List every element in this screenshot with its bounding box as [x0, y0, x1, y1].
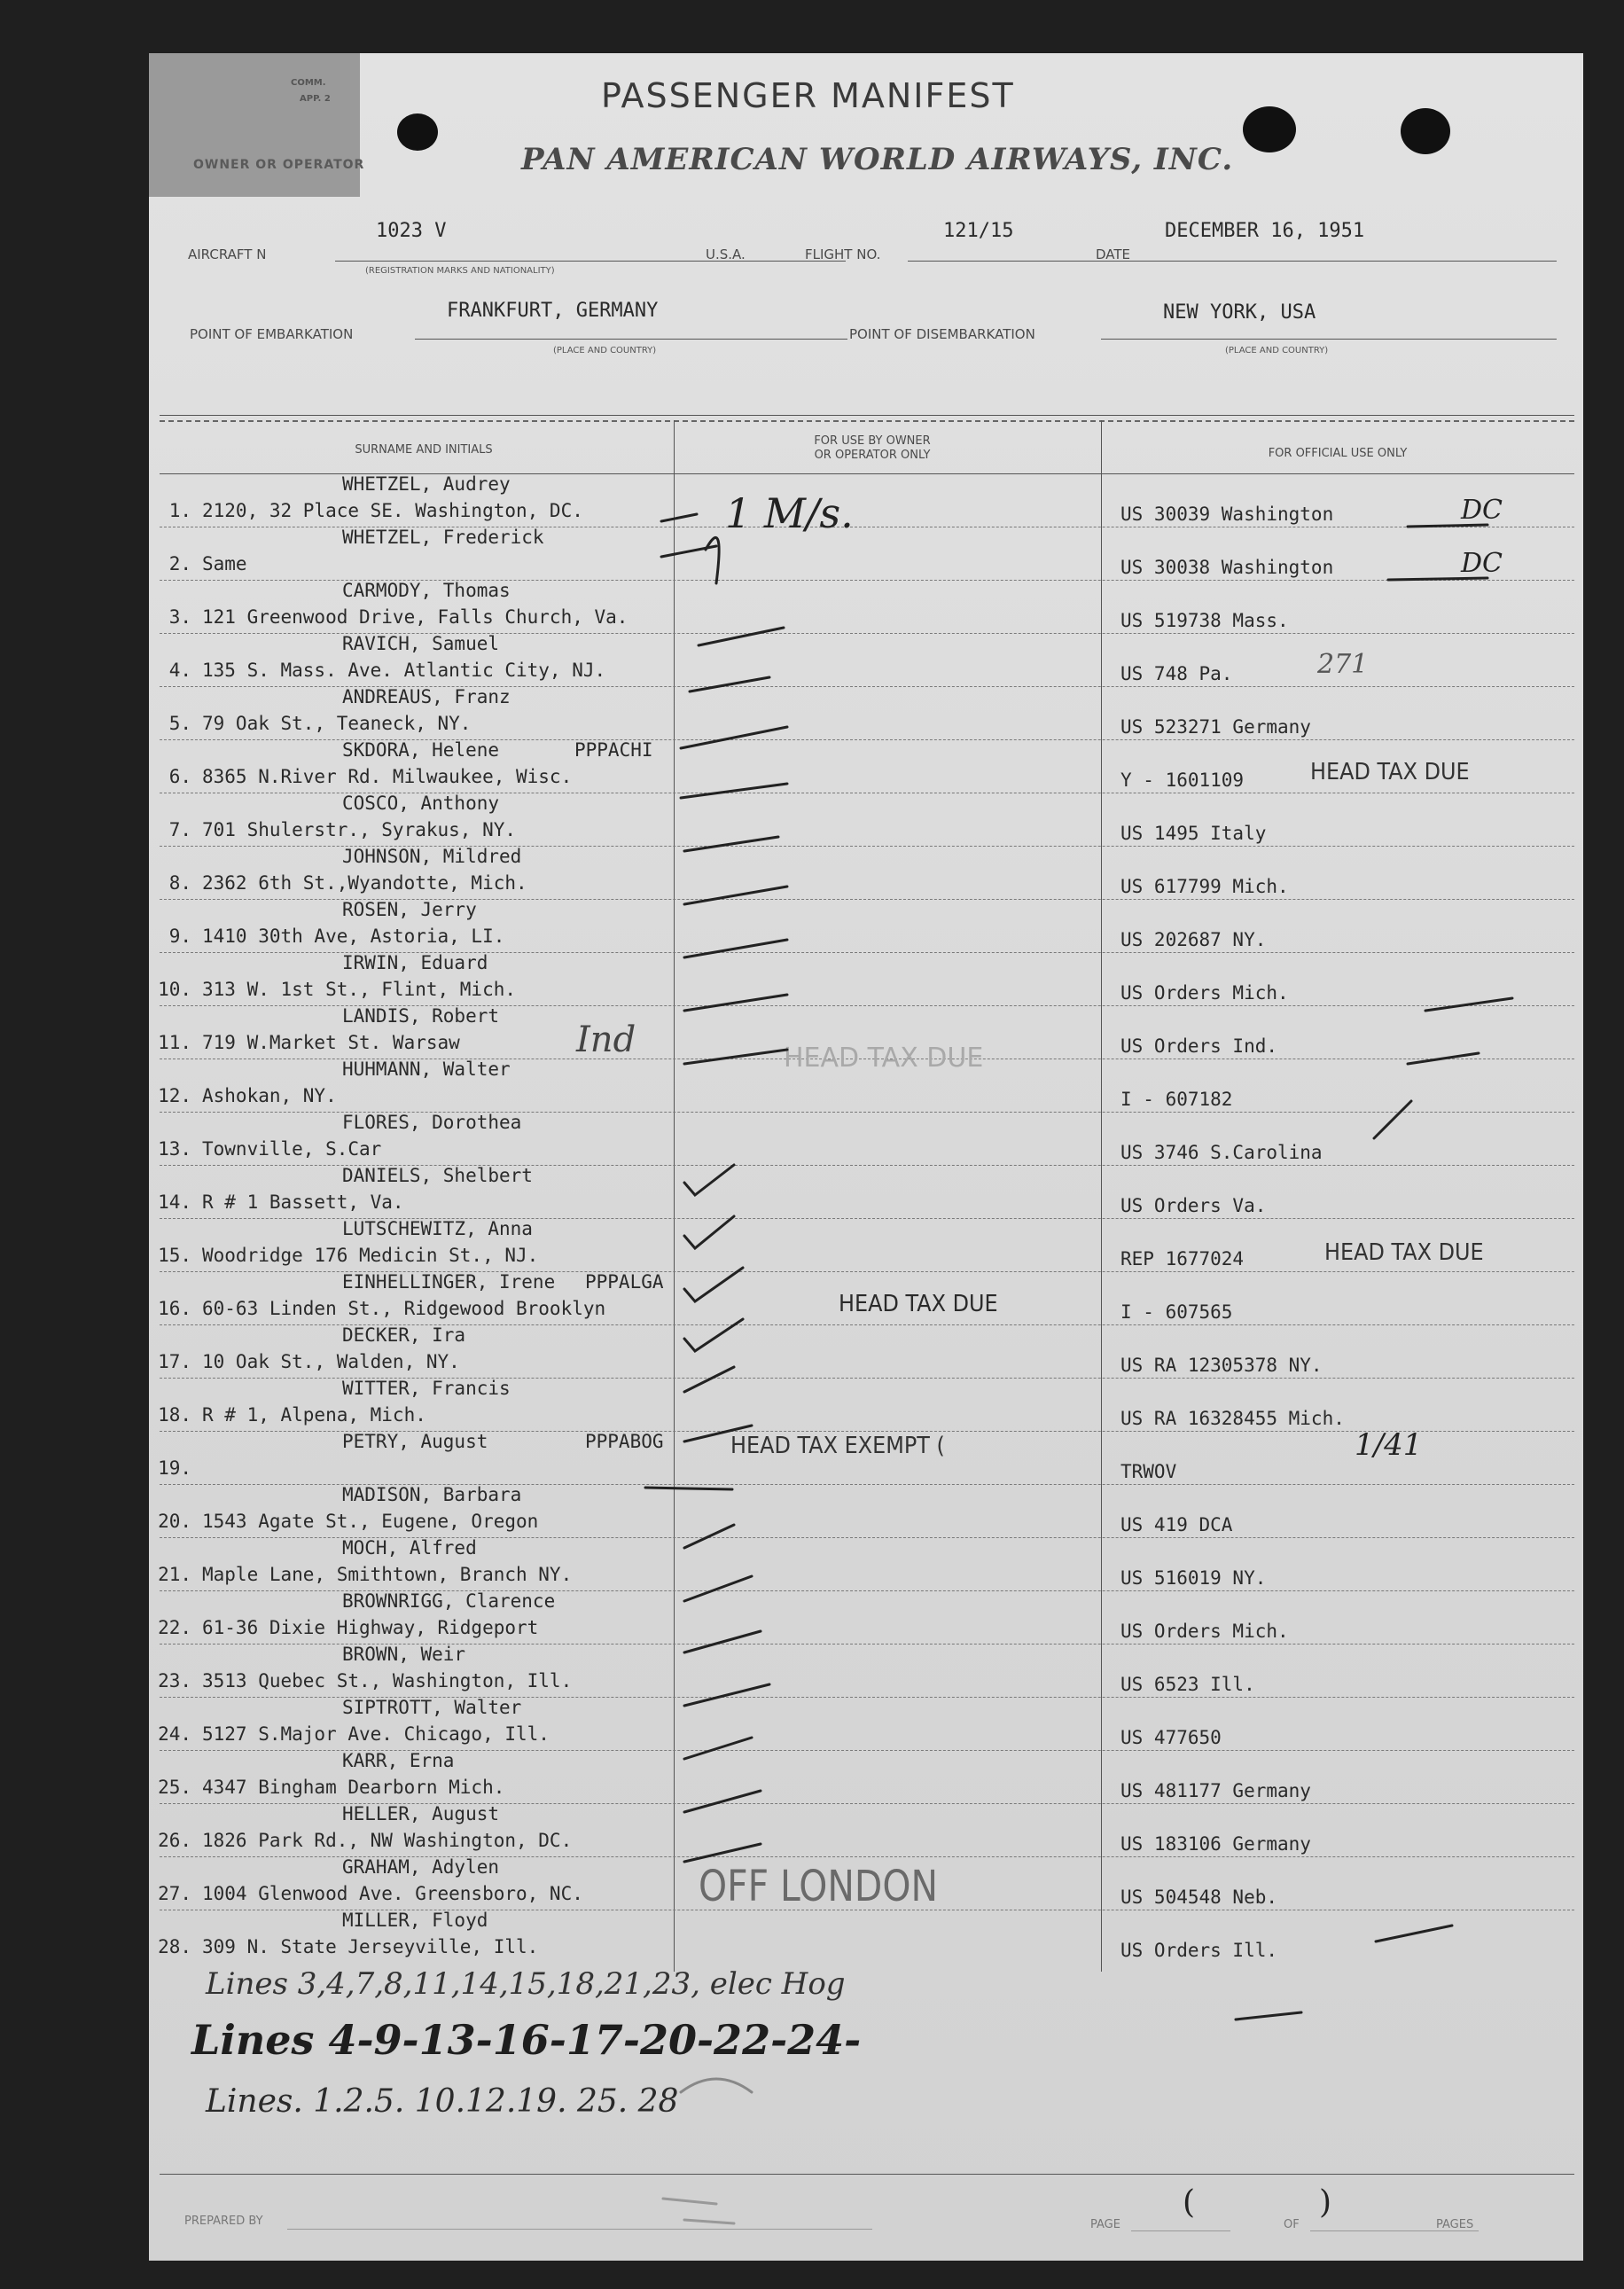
passenger-address: 701 Shulerstr., Syrakus, NY.	[202, 819, 517, 840]
official-entry: US Orders Mich.	[1120, 1621, 1289, 1642]
head-tax-exempt-stamp: HEAD TAX EXEMPT (	[730, 1433, 945, 1459]
checkmark-icon	[684, 887, 787, 904]
passenger-name: HELLER, August	[342, 1803, 500, 1824]
handwritten-dc: DC	[1461, 495, 1503, 526]
pen-stroke	[684, 2220, 734, 2223]
row-number: 25.	[158, 1777, 191, 1798]
row-number: 19.	[158, 1457, 191, 1479]
passenger-address: Townville, S.Car	[202, 1138, 382, 1160]
official-entry: US 30039 Washington	[1120, 504, 1334, 525]
embarkation-note: (PLACE AND COUNTRY)	[553, 346, 657, 355]
row-number: 24.	[158, 1723, 191, 1745]
handwritten-fraction: 1/41	[1355, 1427, 1423, 1463]
page-label: PAGE	[1090, 2218, 1120, 2231]
passenger-name: COSCO, Anthony	[342, 793, 500, 814]
dash-mark	[1388, 578, 1487, 580]
passenger-name: ROSEN, Jerry	[342, 899, 477, 920]
head-tax-due-stamp: HEAD TAX DUE	[839, 1291, 998, 1317]
official-entry: US 748 Pa.	[1120, 663, 1233, 684]
official-entry: US 504548 Neb.	[1120, 1887, 1278, 1908]
checkmark-icon	[699, 628, 784, 645]
official-entry: US RA 12305378 NY.	[1120, 1355, 1323, 1376]
date-label: DATE	[1096, 246, 1131, 262]
handwritten-ind: Ind	[576, 1020, 636, 1060]
checkmark-icon	[684, 1525, 734, 1548]
row-number: 26.	[158, 1830, 191, 1851]
passenger-name: LANDIS, Robert	[342, 1005, 500, 1027]
passenger-address: 2362 6th St.,Wyandotte, Mich.	[202, 872, 527, 894]
official-entry: I - 607182	[1120, 1089, 1233, 1110]
official-entry: US RA 16328455 Mich.	[1120, 1408, 1345, 1429]
row-number: 17.	[158, 1351, 191, 1372]
date-value: DECEMBER 16, 1951	[1165, 220, 1365, 242]
pen-stroke	[663, 2199, 716, 2204]
checkmark-icon	[684, 1791, 761, 1812]
dash-mark	[1376, 1926, 1452, 1941]
passenger-address: R # 1 Bassett, Va.	[202, 1191, 404, 1213]
checkmark-icon	[684, 1631, 761, 1652]
passenger-name: WHETZEL, Frederick	[342, 527, 544, 548]
handwritten-ms: 1 M/s.	[725, 489, 854, 537]
passenger-name: DANIELS, Shelbert	[342, 1165, 533, 1186]
dash-mark	[1425, 998, 1512, 1011]
head-tax-due-faint-stamp: HEAD TAX DUE	[784, 1043, 984, 1074]
official-entry: I - 607565	[1120, 1301, 1233, 1323]
passenger-address: 79 Oak St., Teaneck, NY.	[202, 713, 472, 734]
checkmark-icon	[684, 1319, 743, 1351]
pen-marks	[149, 53, 1583, 2261]
passenger-name: PETRY, August	[342, 1431, 488, 1452]
col-header-owner-2: OR OPERATOR ONLY	[814, 449, 931, 462]
dash-mark	[1408, 1053, 1479, 1064]
checkmark-icon	[684, 1684, 769, 1706]
checkmark-icon	[684, 1165, 734, 1195]
col-header-names: SURNAME AND INITIALS	[355, 443, 493, 457]
passenger-address: Same	[202, 553, 247, 574]
passenger-address: 61-36 Dixie Highway, Ridgeport	[202, 1617, 539, 1638]
checkmark-icon	[661, 546, 716, 557]
checkmark-icon	[684, 837, 778, 851]
airline-name: PAN AMERICAN WORLD AIRWAYS, INC.	[521, 142, 1234, 177]
official-entry: REP 1677024	[1120, 1248, 1245, 1269]
corner-code-2: APP. 2	[300, 94, 331, 104]
embarkation-value: FRANKFURT, GERMANY	[447, 300, 659, 322]
official-entry: US 617799 Mich.	[1120, 876, 1289, 897]
handwritten-271: 271	[1317, 649, 1369, 680]
passport-code: PPPABOG	[585, 1431, 664, 1452]
col-header-owner-1: FOR USE BY OWNER	[814, 434, 931, 448]
row-number: 28.	[158, 1936, 191, 1957]
passenger-address: 309 N. State Jerseyville, Ill.	[202, 1936, 539, 1957]
passenger-address: 135 S. Mass. Ave. Atlantic City, NJ.	[202, 660, 606, 681]
passenger-name: MOCH, Alfred	[342, 1537, 477, 1559]
col-header-official: FOR OFFICIAL USE ONLY	[1268, 447, 1408, 460]
checkmark-icon	[681, 727, 787, 748]
handwritten-footer-line-1: Lines 3,4,7,8,11,14,15,18,21,23, elec Hog	[206, 1966, 846, 2002]
row-number: 13.	[158, 1138, 191, 1160]
registration-note: (REGISTRATION MARKS AND NATIONALITY)	[365, 266, 555, 276]
row-number: 3.	[168, 606, 191, 628]
passenger-address: 8365 N.River Rd. Milwaukee, Wisc.	[202, 766, 573, 787]
passenger-name: WITTER, Francis	[342, 1378, 511, 1399]
prepared-by-label: PREPARED BY	[184, 2215, 263, 2228]
corner-code: COMM.	[291, 78, 326, 88]
official-entry: US 1495 Italy	[1120, 823, 1267, 844]
passenger-address: R # 1, Alpena, Mich.	[202, 1404, 426, 1426]
passenger-name: KARR, Erna	[342, 1750, 455, 1771]
checkmark-icon	[684, 1576, 752, 1601]
row-number: 22.	[158, 1617, 191, 1638]
row-number: 12.	[158, 1085, 191, 1106]
manifest-sheet	[149, 53, 1583, 2261]
official-entry: US 6523 Ill.	[1120, 1674, 1255, 1695]
checkmark-icon	[684, 1426, 752, 1441]
official-entry: US Orders Ind.	[1120, 1035, 1278, 1057]
page-underline	[1131, 2230, 1230, 2231]
official-entry: US 419 DCA	[1120, 1514, 1233, 1535]
official-entry: US Orders Mich.	[1120, 982, 1289, 1004]
row-number: 18.	[158, 1404, 191, 1426]
checkmark-icon	[706, 537, 719, 583]
passenger-name: DECKER, Ira	[342, 1324, 466, 1346]
passenger-name: HUHMANN, Walter	[342, 1059, 511, 1080]
passenger-name: GRAHAM, Adylen	[342, 1856, 500, 1878]
row-number: 15.	[158, 1245, 191, 1266]
row-number: 16.	[158, 1298, 191, 1319]
aircraft-value: 1023 V	[376, 220, 447, 242]
passenger-name: IRWIN, Eduard	[342, 952, 488, 973]
checkmark-icon	[684, 1738, 752, 1759]
passenger-address: 1543 Agate St., Eugene, Oregon	[202, 1511, 539, 1532]
row-number: 10.	[158, 979, 191, 1000]
dash-mark	[1408, 525, 1487, 527]
handwritten-footer-line-2: Lines 4-9-13-16-17-20-22-24-	[191, 2016, 862, 2064]
passenger-name: JOHNSON, Mildred	[342, 846, 522, 867]
passenger-name: MADISON, Barbara	[342, 1484, 522, 1505]
passenger-address: 60-63 Linden St., Ridgewood Brooklyn	[202, 1298, 606, 1319]
aircraft-label: AIRCRAFT N	[188, 246, 267, 262]
official-entry: Y - 1601109	[1120, 770, 1245, 791]
official-entry: TRWOV	[1120, 1461, 1177, 1482]
passenger-name: ANDREAUS, Franz	[342, 686, 511, 707]
passenger-address: Ashokan, NY.	[202, 1085, 337, 1106]
passenger-address: 1004 Glenwood Ave. Greensboro, NC.	[202, 1883, 583, 1904]
dash-mark	[1374, 1101, 1411, 1138]
flight-label: FLIGHT NO.	[805, 246, 881, 262]
checkmark-icon	[684, 1844, 761, 1862]
passenger-name: FLORES, Dorothea	[342, 1112, 522, 1133]
pen-stroke	[681, 2079, 752, 2092]
flight-value: 121/15	[943, 220, 1014, 242]
handwritten-footer-line-3: Lines. 1.2.5. 10.12.19. 25. 28	[206, 2083, 679, 2120]
checkmark-icon	[661, 514, 697, 521]
passenger-address: 5127 S.Major Ave. Chicago, Ill.	[202, 1723, 550, 1745]
owner-operator-label: OWNER OR OPERATOR	[193, 158, 365, 172]
handwritten-dc: DC	[1461, 548, 1503, 579]
usa-label: U.S.A.	[706, 246, 746, 262]
manifest-title: PASSENGER MANIFEST	[601, 76, 1015, 115]
row-number: 20.	[158, 1511, 191, 1532]
row-number: 9.	[168, 926, 191, 947]
prepared-by-underline	[287, 2229, 872, 2230]
passenger-name: EINHELLINGER, Irene	[342, 1271, 556, 1293]
embarkation-label: POINT OF EMBARKATION	[190, 326, 354, 342]
row-number: 21.	[158, 1564, 191, 1585]
passenger-address: 719 W.Market St. Warsaw	[202, 1032, 460, 1053]
page-bracket-close: )	[1319, 2184, 1332, 2221]
passenger-name: WHETZEL, Audrey	[342, 473, 511, 495]
checkmark-icon	[684, 995, 787, 1011]
passenger-address: 1826 Park Rd., NW Washington, DC.	[202, 1830, 573, 1851]
checkmark-icon	[684, 1216, 734, 1248]
row-number: 2.	[168, 553, 191, 574]
row-number: 5.	[168, 713, 191, 734]
passport-code: PPPACHI	[574, 739, 653, 761]
row-number: 8.	[168, 872, 191, 894]
official-entry: US 202687 NY.	[1120, 929, 1267, 950]
passenger-address: Woodridge 176 Medicin St., NJ.	[202, 1245, 539, 1266]
checkmark-icon	[681, 784, 787, 798]
row-number: 27.	[158, 1883, 191, 1904]
passenger-name: SKDORA, Helene	[342, 739, 500, 761]
disembarkation-value: NEW YORK, USA	[1163, 301, 1316, 324]
passenger-address: 2120, 32 Place SE. Washington, DC.	[202, 500, 583, 521]
off-london-stamp: OFF LONDON	[699, 1862, 938, 1911]
official-entry: US 183106 Germany	[1120, 1833, 1311, 1855]
official-entry: US 523271 Germany	[1120, 716, 1311, 738]
pen-stroke	[1236, 2012, 1301, 2019]
row-number: 14.	[158, 1191, 191, 1213]
row-number: 6.	[168, 766, 191, 787]
passenger-name: BROWN, Weir	[342, 1644, 466, 1665]
passenger-name: SIPTROTT, Walter	[342, 1697, 522, 1718]
official-entry: US 481177 Germany	[1120, 1780, 1311, 1801]
pages-label: PAGES	[1436, 2218, 1474, 2231]
row-number: 1.	[168, 500, 191, 521]
page-bracket-open: (	[1183, 2184, 1196, 2221]
official-entry: US 519738 Mass.	[1120, 610, 1289, 631]
passenger-address: 10 Oak St., Walden, NY.	[202, 1351, 460, 1372]
row-number: 23.	[158, 1670, 191, 1691]
passenger-name: BROWNRIGG, Clarence	[342, 1590, 556, 1612]
passenger-name: CARMODY, Thomas	[342, 580, 511, 601]
passenger-name: LUTSCHEWITZ, Anna	[342, 1218, 533, 1239]
passenger-address: 313 W. 1st St., Flint, Mich.	[202, 979, 517, 1000]
footer-rule	[160, 2174, 1574, 2175]
official-entry: US 3746 S.Carolina	[1120, 1142, 1323, 1163]
official-entry: US 477650	[1120, 1727, 1222, 1748]
checkmark-icon	[684, 940, 787, 957]
official-entry: US Orders Va.	[1120, 1195, 1267, 1216]
passenger-name: MILLER, Floyd	[342, 1910, 488, 1931]
of-label: OF	[1284, 2218, 1300, 2231]
checkmark-icon	[684, 1268, 743, 1301]
row-number: 11.	[158, 1032, 191, 1053]
official-entry: US 516019 NY.	[1120, 1567, 1267, 1589]
passenger-name: RAVICH, Samuel	[342, 633, 500, 654]
disembarkation-label: POINT OF DISEMBARKATION	[849, 326, 1035, 342]
passenger-address: 4347 Bingham Dearborn Mich.	[202, 1777, 505, 1798]
passenger-address: 3513 Quebec St., Washington, Ill.	[202, 1670, 573, 1691]
passenger-address: 1410 30th Ave, Astoria, LI.	[202, 926, 505, 947]
passenger-address: 121 Greenwood Drive, Falls Church, Va.	[202, 606, 629, 628]
passenger-address: Maple Lane, Smithtown, Branch NY.	[202, 1564, 573, 1585]
disembarkation-note: (PLACE AND COUNTRY)	[1225, 346, 1329, 355]
checkmark-icon	[690, 677, 769, 691]
row-number: 7.	[168, 819, 191, 840]
dash-mark	[645, 1488, 732, 1489]
passport-code: PPPALGA	[585, 1271, 664, 1293]
checkmark-icon	[684, 1367, 734, 1392]
official-entry: US Orders Ill.	[1120, 1940, 1278, 1961]
row-number: 4.	[168, 660, 191, 681]
official-entry: US 30038 Washington	[1120, 557, 1334, 578]
head-tax-due-stamp: HEAD TAX DUE	[1310, 759, 1470, 785]
checkmark-icon	[684, 1050, 787, 1064]
head-tax-due-stamp: HEAD TAX DUE	[1324, 1239, 1484, 1266]
